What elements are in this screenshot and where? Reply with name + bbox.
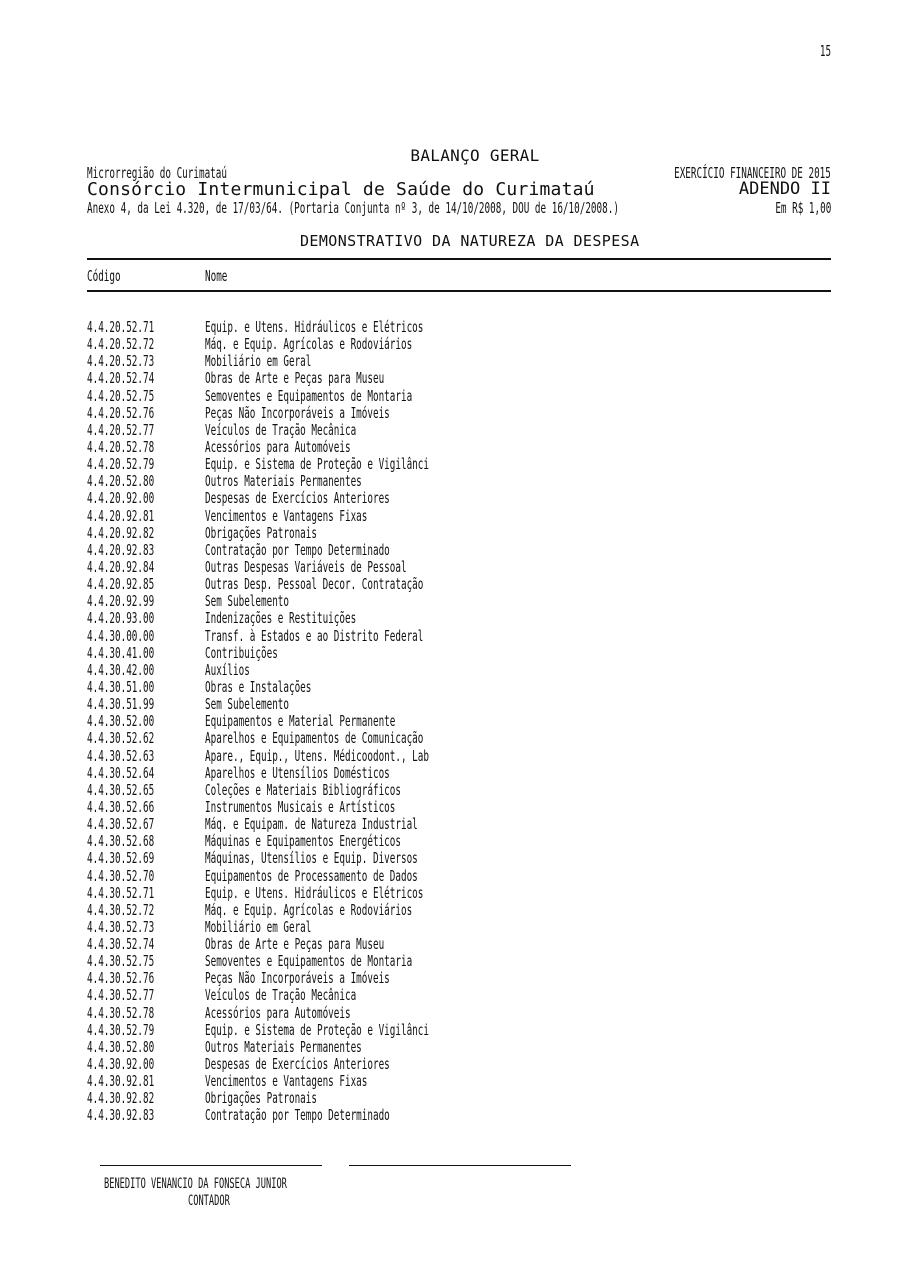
- table-row: [87, 422, 787, 439]
- table-row: [87, 919, 787, 936]
- fiscal-year-label: EXERCÍCIO FINANCEIRO DE 2015: [674, 164, 831, 182]
- table-row: [87, 610, 787, 627]
- table-row: [87, 679, 787, 696]
- row-name: Semoventes e Equipamentos de Montaria: [205, 386, 413, 405]
- signatory-role: CONTADOR: [188, 1193, 230, 1209]
- row-code: 4.4.30.00.00: [87, 626, 155, 645]
- table-row: [87, 593, 787, 610]
- currency-label: Em R$ 1,00: [775, 199, 831, 217]
- row-code: 4.4.30.52.72: [87, 900, 155, 919]
- row-name: Auxílios: [205, 660, 250, 679]
- page-number: 15: [819, 42, 831, 60]
- table-row: [87, 696, 787, 713]
- row-name: Obras de Arte e Peças para Museu: [205, 369, 385, 388]
- table-row: [87, 936, 787, 953]
- row-name: Apare., Equip., Utens. Médicoodont., Lab: [205, 746, 429, 765]
- table-row: [87, 799, 787, 816]
- row-code: 4.4.30.51.99: [87, 695, 155, 714]
- table-row: [87, 902, 787, 919]
- row-code: 4.4.30.52.65: [87, 780, 155, 799]
- table-row: [87, 353, 787, 370]
- row-code: 4.4.20.52.80: [87, 472, 155, 491]
- row-name: Despesas de Exercícios Anteriores: [205, 1055, 390, 1074]
- row-code: 4.4.30.52.66: [87, 797, 155, 816]
- row-code: 4.4.30.51.00: [87, 677, 155, 696]
- row-name: Outros Materiais Permanentes: [205, 472, 362, 491]
- table-row: [87, 336, 787, 353]
- row-name: Peças Não Incorporáveis a Imóveis: [205, 403, 390, 422]
- table-row: [87, 1107, 787, 1124]
- row-code: 4.4.30.52.75: [87, 952, 155, 971]
- row-code: 4.4.20.92.99: [87, 592, 155, 611]
- row-code: 4.4.20.52.79: [87, 455, 155, 474]
- column-header-code: Código: [87, 267, 121, 285]
- signatory-name: BENEDITO VENANCIO DA FONSECA JUNIOR: [104, 1176, 287, 1192]
- row-code: 4.4.30.52.67: [87, 815, 155, 834]
- row-code: 4.4.30.52.70: [87, 866, 155, 885]
- row-code: 4.4.30.41.00: [87, 643, 155, 662]
- row-code: 4.4.30.52.00: [87, 712, 155, 731]
- row-name: Equip. e Utens. Hidráulicos e Elétricos: [205, 318, 424, 336]
- header-rule: [87, 290, 831, 292]
- table-row: [87, 628, 787, 645]
- row-code: 4.4.20.52.74: [87, 369, 155, 388]
- row-name: Instrumentos Musicais e Artísticos: [205, 797, 396, 816]
- row-code: 4.4.20.52.78: [87, 437, 155, 456]
- row-code: 4.4.30.52.62: [87, 729, 155, 748]
- row-code: 4.4.30.52.76: [87, 969, 155, 988]
- row-code: 4.4.30.52.74: [87, 935, 155, 954]
- row-name: Máq. e Equip. Agrícolas e Rodoviários: [205, 335, 413, 354]
- row-name: Obras e Instalações: [205, 677, 312, 696]
- table-row: [87, 662, 787, 679]
- row-code: 4.4.20.92.84: [87, 557, 155, 576]
- table-row: [87, 1022, 787, 1039]
- row-code: 4.4.20.92.81: [87, 506, 155, 525]
- row-code: 4.4.20.93.00: [87, 609, 155, 628]
- table-row: [87, 559, 787, 576]
- signature-line-left: [100, 1165, 322, 1166]
- table-row: [87, 542, 787, 559]
- row-code: 4.4.30.52.73: [87, 917, 155, 936]
- row-name: Aparelhos e Utensílios Domésticos: [205, 763, 390, 782]
- row-code: 4.4.20.52.76: [87, 403, 155, 422]
- table-row: [87, 439, 787, 456]
- row-name: Veículos de Tração Mecânica: [205, 986, 357, 1005]
- row-name: Despesas de Exercícios Anteriores: [205, 489, 390, 508]
- row-code: 4.4.30.92.00: [87, 1055, 155, 1074]
- row-name: Obras de Arte e Peças para Museu: [205, 935, 385, 954]
- table-row: [87, 508, 787, 525]
- table-row: [87, 473, 787, 490]
- row-name: Equip. e Sistema de Proteção e Vigilânci: [205, 455, 429, 474]
- table-row: [87, 833, 787, 850]
- table-row: [87, 576, 787, 593]
- row-name: Sem Subelemento: [205, 592, 289, 611]
- row-name: Obrigações Patronais: [205, 1089, 317, 1108]
- row-name: Contribuições: [205, 643, 278, 662]
- table-row: [87, 405, 787, 422]
- row-code: 4.4.20.52.77: [87, 420, 155, 439]
- row-code: 4.4.20.52.71: [87, 318, 155, 336]
- row-name: Aparelhos e Equipamentos de Comunicação: [205, 729, 424, 748]
- table-row: [87, 765, 787, 782]
- table-row: [87, 1090, 787, 1107]
- table-row: [87, 525, 787, 542]
- table-row: [87, 319, 787, 336]
- row-code: 4.4.30.52.63: [87, 746, 155, 765]
- row-code: 4.4.30.52.68: [87, 832, 155, 851]
- row-code: 4.4.30.52.80: [87, 1037, 155, 1056]
- table-row: [87, 1056, 787, 1073]
- table-row: [87, 713, 787, 730]
- row-code: 4.4.20.92.82: [87, 523, 155, 542]
- row-code: 4.4.30.52.78: [87, 1003, 155, 1022]
- table-row: [87, 730, 787, 747]
- table-row: [87, 868, 787, 885]
- row-name: Contratação por Tempo Determinado: [205, 1106, 390, 1125]
- row-code: 4.4.30.92.81: [87, 1072, 155, 1091]
- row-code: 4.4.20.52.73: [87, 352, 155, 371]
- table-row: [87, 370, 787, 387]
- row-name: Equip. e Sistema de Proteção e Vigilânci: [205, 1020, 429, 1039]
- row-name: Outras Desp. Pessoal Decor. Contratação: [205, 575, 424, 594]
- row-code: 4.4.30.52.79: [87, 1020, 155, 1039]
- region-label: Microrregião do Curimataú: [87, 164, 227, 182]
- row-code: 4.4.30.92.83: [87, 1106, 155, 1125]
- row-name: Outros Materiais Permanentes: [205, 1037, 362, 1056]
- row-name: Mobiliário em Geral: [205, 917, 312, 936]
- row-code: 4.4.30.52.64: [87, 763, 155, 782]
- row-name: Sem Subelemento: [205, 695, 289, 714]
- table-row: [87, 490, 787, 507]
- row-name: Máquinas, Utensílios e Equip. Diversos: [205, 849, 418, 868]
- table-row: [87, 885, 787, 902]
- row-code: 4.4.30.92.82: [87, 1089, 155, 1108]
- table-row: [87, 1073, 787, 1090]
- row-name: Outras Despesas Variáveis de Pessoal: [205, 557, 407, 576]
- table-row: [87, 782, 787, 799]
- row-name: Obrigações Patronais: [205, 523, 317, 542]
- row-name: Máq. e Equipam. de Natureza Industrial: [205, 815, 418, 834]
- table-row: [87, 1039, 787, 1056]
- organization-name: Consórcio Intermunicipal de Saúde do Curimataú: [87, 179, 595, 200]
- table-row: [87, 1005, 787, 1022]
- section-title: DEMONSTRATIVO DA NATUREZA DA DESPESA: [300, 232, 640, 250]
- row-name: Semoventes e Equipamentos de Montaria: [205, 952, 413, 971]
- table-row: [87, 645, 787, 662]
- row-name: Contratação por Tempo Determinado: [205, 540, 390, 559]
- row-name: Acessórios para Automóveis: [205, 1003, 351, 1022]
- table-row: [87, 456, 787, 473]
- row-name: Equip. e Utens. Hidráulicos e Elétricos: [205, 883, 424, 902]
- expense-list: [87, 319, 787, 1125]
- row-name: Equipamentos e Material Permanente: [205, 712, 396, 731]
- row-code: 4.4.20.92.85: [87, 575, 155, 594]
- column-header-name: Nome: [205, 267, 228, 285]
- row-name: Indenizações e Restituições: [205, 609, 357, 628]
- row-name: Mobiliário em Geral: [205, 352, 312, 371]
- table-row: [87, 987, 787, 1004]
- row-code: 4.4.20.92.83: [87, 540, 155, 559]
- addendum-label: ADENDO II: [738, 179, 831, 199]
- legal-reference: Anexo 4, da Lei 4.320, de 17/03/64. (Portaria Conjunta nº 3, de 14/10/2008, DOU de 16/10/2008.): [87, 199, 619, 217]
- row-name: Veículos de Tração Mecânica: [205, 420, 357, 439]
- row-code: 4.4.20.52.75: [87, 386, 155, 405]
- row-code: 4.4.30.52.77: [87, 986, 155, 1005]
- table-row: [87, 970, 787, 987]
- table-row: [87, 816, 787, 833]
- row-name: Máq. e Equip. Agrícolas e Rodoviários: [205, 900, 413, 919]
- row-name: Vencimentos e Vantagens Fixas: [205, 506, 368, 525]
- row-name: Acessórios para Automóveis: [205, 437, 351, 456]
- row-name: Equipamentos de Processamento de Dados: [205, 866, 418, 885]
- row-code: 4.4.20.52.72: [87, 335, 155, 354]
- table-row: [87, 850, 787, 867]
- row-name: Coleções e Materiais Bibliográficos: [205, 780, 401, 799]
- row-name: Vencimentos e Vantagens Fixas: [205, 1072, 368, 1091]
- row-name: Peças Não Incorporáveis a Imóveis: [205, 969, 390, 988]
- row-code: 4.4.30.52.71: [87, 883, 155, 902]
- row-name: Transf. à Estados e ao Distrito Federal: [205, 626, 424, 645]
- row-code: 4.4.20.92.00: [87, 489, 155, 508]
- top-rule: [87, 258, 831, 260]
- row-code: 4.4.30.52.69: [87, 849, 155, 868]
- row-name: Máquinas e Equipamentos Energéticos: [205, 832, 401, 851]
- report-title: BALANÇO GERAL: [410, 146, 540, 165]
- table-row: [87, 748, 787, 765]
- row-code: 4.4.30.42.00: [87, 660, 155, 679]
- table-row: [87, 388, 787, 405]
- table-row: [87, 953, 787, 970]
- signature-line-right: [349, 1165, 571, 1166]
